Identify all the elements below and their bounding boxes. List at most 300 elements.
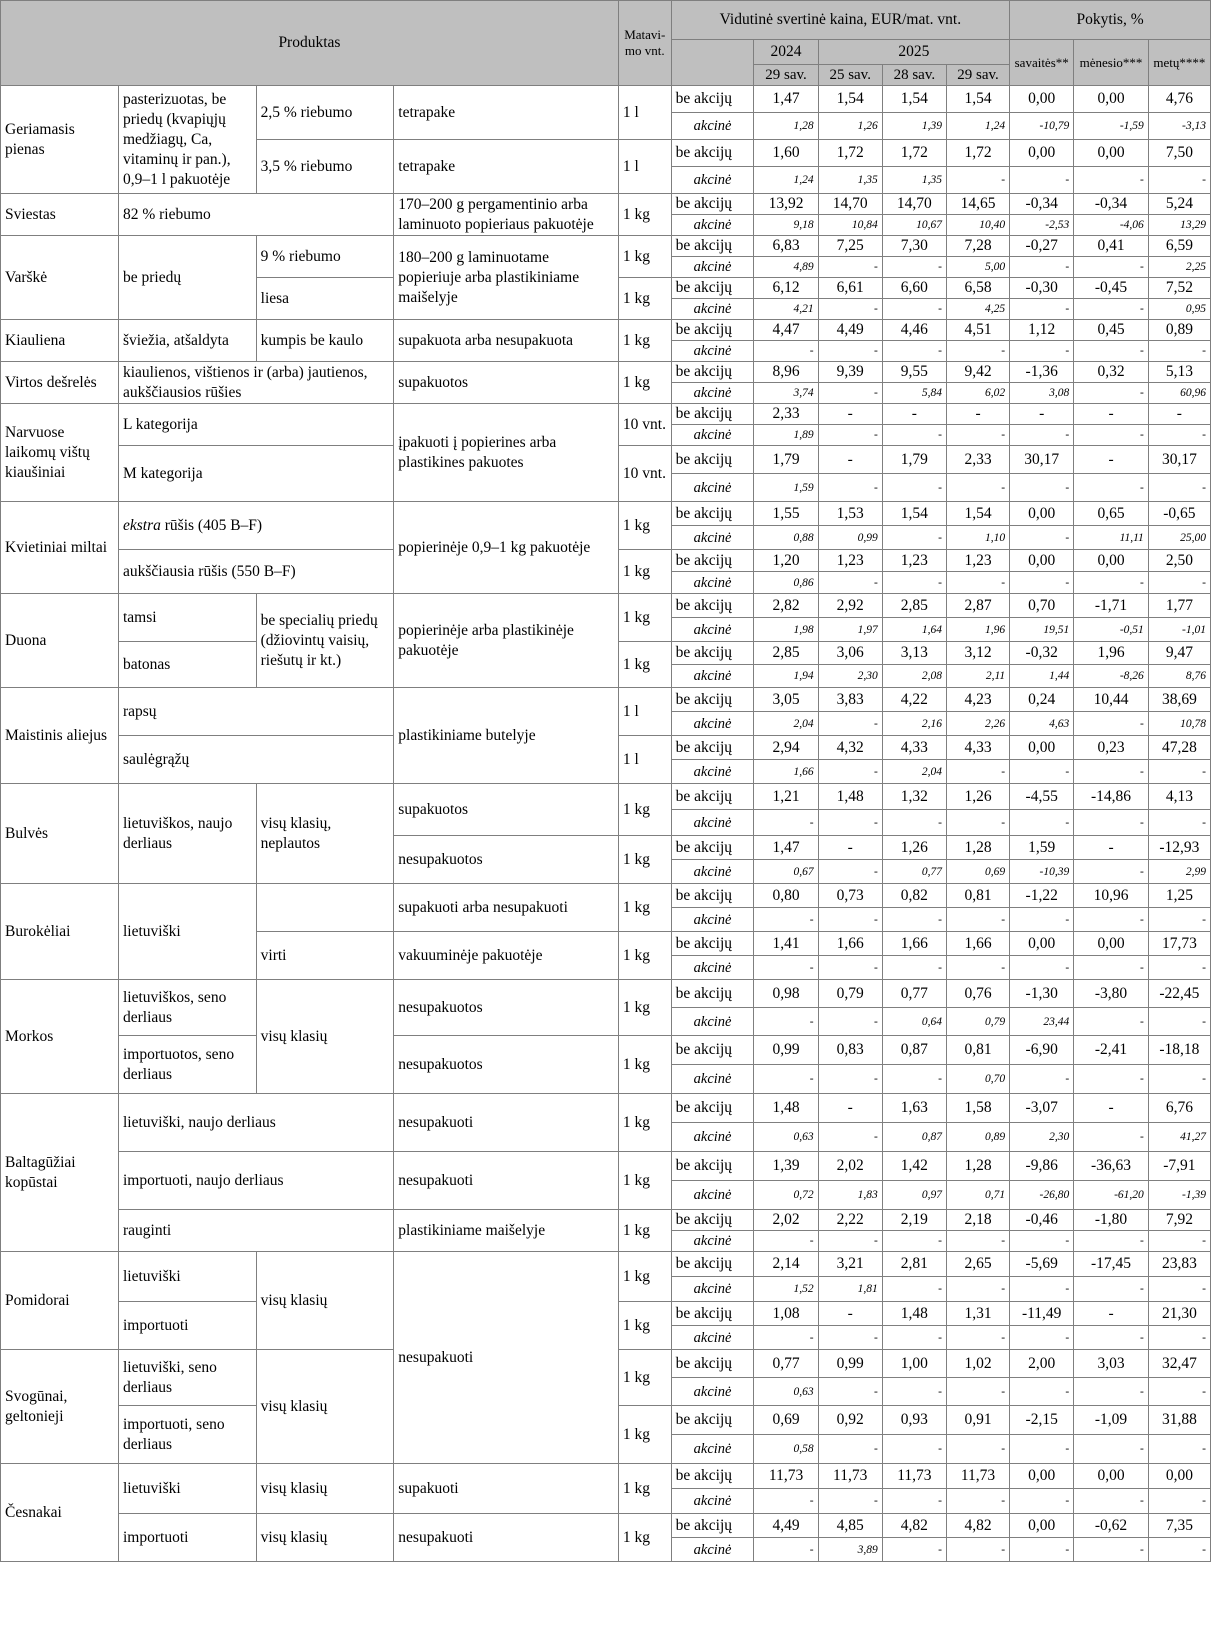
promo-price-cell: - — [754, 1538, 818, 1562]
price-cell: 3,03 — [1074, 1350, 1149, 1378]
price-cell: 1,72 — [882, 140, 946, 167]
price-cell: 3,83 — [818, 688, 882, 712]
price-cell: 31,88 — [1148, 1406, 1210, 1435]
product-c4: įpakuoti į popierines arba plastikines pakuotes — [394, 404, 619, 502]
promo-price-cell: - — [1074, 474, 1149, 502]
promo-price-cell: - — [882, 341, 946, 362]
product-c2: lietuviškos, naujo derliaus — [118, 784, 256, 884]
promo-price-cell: - — [818, 712, 882, 736]
promo-price-cell: - — [754, 908, 818, 932]
price-cell: 6,12 — [754, 278, 818, 299]
price-cell: 0,00 — [1074, 140, 1149, 167]
price-cell: 1,28 — [946, 1152, 1009, 1181]
price-cell: 1,21 — [754, 784, 818, 810]
price-cell: 5,24 — [1148, 194, 1210, 215]
promo-price-cell: - — [1074, 1231, 1149, 1252]
promo-price-cell: - — [818, 474, 882, 502]
label-promo: akcinė — [671, 1489, 754, 1514]
promo-price-cell: - — [882, 810, 946, 836]
price-cell: 0,91 — [946, 1406, 1009, 1435]
price-cell: -0,62 — [1074, 1514, 1149, 1538]
price-cell: -0,34 — [1010, 194, 1074, 215]
promo-price-cell: - — [946, 1435, 1009, 1464]
price-cell: 38,69 — [1148, 688, 1210, 712]
promo-price-cell: - — [818, 572, 882, 594]
price-cell: -1,30 — [1010, 980, 1074, 1008]
price-cell: 0,70 — [1010, 594, 1074, 618]
promo-price-cell: - — [946, 167, 1009, 194]
price-cell: 1,59 — [1010, 836, 1074, 860]
price-cell: - — [818, 1302, 882, 1326]
price-cell: -11,49 — [1010, 1302, 1074, 1326]
price-cell: 9,42 — [946, 362, 1009, 383]
table-row — [1, 980, 1211, 1008]
promo-price-cell: - — [882, 299, 946, 320]
product-c4: nesupakuoti — [394, 1152, 619, 1210]
header-product: Produktas — [1, 1, 619, 86]
price-cell: -2,15 — [1010, 1406, 1074, 1435]
product-c2: pasterizuotas, be priedų (kvapiųjų medžiagų, Ca, vitaminų ir pan.), 0,9–1 l pakuotėje — [118, 86, 256, 194]
price-cell: 0,00 — [1010, 932, 1074, 956]
product-c1: Narvuose laikomų vištų kiaušiniai — [1, 404, 119, 502]
price-cell: - — [946, 404, 1009, 425]
label-promo: akcinė — [671, 1065, 754, 1094]
label-promo: akcinė — [671, 341, 754, 362]
price-cell: 6,59 — [1148, 236, 1210, 257]
price-cell: 1,53 — [818, 502, 882, 526]
promo-price-cell: 1,96 — [946, 618, 1009, 642]
price-cell: - — [818, 404, 882, 425]
table-row — [1, 404, 1211, 425]
price-cell: 2,87 — [946, 594, 1009, 618]
promo-price-cell: - — [1148, 1277, 1210, 1302]
promo-price-cell: 1,98 — [754, 618, 818, 642]
unit-cell: 1 kg — [618, 884, 671, 932]
table-row — [1, 1464, 1211, 1489]
product-c4: 180–200 g laminuotame popieriuje arba plastikiniame maišelyje — [394, 236, 619, 320]
promo-price-cell: - — [1074, 1326, 1149, 1350]
promo-price-cell: 19,51 — [1010, 618, 1074, 642]
promo-price-cell: - — [1148, 760, 1210, 784]
price-cell: -12,93 — [1148, 836, 1210, 860]
label-promo: akcinė — [671, 1181, 754, 1210]
price-cell: -9,86 — [1010, 1152, 1074, 1181]
promo-price-cell: 0,79 — [946, 1008, 1009, 1036]
price-cell: 23,83 — [1148, 1252, 1210, 1277]
unit-cell: 1 kg — [618, 320, 671, 362]
promo-price-cell: 0,95 — [1148, 299, 1210, 320]
table-row — [1, 362, 1211, 383]
label-promo: akcinė — [671, 1231, 754, 1252]
product-c3: kumpis be kaulo — [256, 320, 394, 362]
product-c4: supakuota arba nesupakuota — [394, 320, 619, 362]
price-cell: 5,13 — [1148, 362, 1210, 383]
promo-price-cell: - — [1074, 860, 1149, 884]
price-cell: - — [818, 446, 882, 474]
promo-price-cell: 0,63 — [754, 1123, 818, 1152]
price-cell: - — [882, 404, 946, 425]
product-c3: 2,5 % riebumo — [256, 86, 394, 140]
product-c4: nesupakuotos — [394, 836, 619, 884]
promo-price-cell: 23,44 — [1010, 1008, 1074, 1036]
promo-price-cell: 2,99 — [1148, 860, 1210, 884]
promo-price-cell: 5,84 — [882, 383, 946, 404]
product-c4: popierinėje arba plastikinėje pakuotėje — [394, 594, 619, 688]
price-cell: 1,23 — [882, 550, 946, 572]
price-cell: 10,44 — [1074, 688, 1149, 712]
promo-price-cell: 0,88 — [754, 526, 818, 550]
label-no-promo: be akcijų — [671, 980, 754, 1008]
product-c3: visų klasių — [256, 1350, 394, 1464]
price-cell: 1,54 — [882, 86, 946, 113]
price-cell: -2,41 — [1074, 1036, 1149, 1065]
price-cell: 11,73 — [818, 1464, 882, 1489]
price-cell: 0,77 — [882, 980, 946, 1008]
promo-price-cell: 2,11 — [946, 665, 1009, 688]
price-cell: 4,23 — [946, 688, 1009, 712]
promo-price-cell: - — [1074, 956, 1149, 980]
promo-price-cell: 0,97 — [882, 1181, 946, 1210]
label-no-promo: be akcijų — [671, 550, 754, 572]
promo-price-cell: -2,53 — [1010, 215, 1074, 236]
unit-cell: 1 kg — [618, 362, 671, 404]
price-cell: 2,33 — [946, 446, 1009, 474]
label-no-promo: be akcijų — [671, 642, 754, 665]
promo-price-cell: - — [1010, 1538, 1074, 1562]
price-cell: 7,35 — [1148, 1514, 1210, 1538]
price-cell: -0,46 — [1010, 1210, 1074, 1231]
unit-cell: 1 kg — [618, 932, 671, 980]
label-promo: akcinė — [671, 425, 754, 446]
unit-cell: 1 kg — [618, 1152, 671, 1210]
price-cell: 1,54 — [946, 502, 1009, 526]
promo-price-cell: 1,44 — [1010, 665, 1074, 688]
price-cell: 1,54 — [818, 86, 882, 113]
price-cell: 0,77 — [754, 1350, 818, 1378]
promo-price-cell: -61,20 — [1074, 1181, 1149, 1210]
unit-cell: 1 kg — [618, 1036, 671, 1094]
price-cell: -1,36 — [1010, 362, 1074, 383]
promo-price-cell: 6,02 — [946, 383, 1009, 404]
promo-price-cell: - — [1010, 474, 1074, 502]
price-cell: 1,66 — [818, 932, 882, 956]
product-c4: plastikiniame maišelyje — [394, 1210, 619, 1252]
price-cell: 2,18 — [946, 1210, 1009, 1231]
promo-price-cell: - — [818, 1008, 882, 1036]
promo-price-cell: 1,24 — [754, 167, 818, 194]
promo-price-cell: - — [1074, 1277, 1149, 1302]
promo-price-cell: - — [1010, 1065, 1074, 1094]
price-cell: 14,70 — [882, 194, 946, 215]
price-cell: 8,96 — [754, 362, 818, 383]
promo-price-cell: - — [1010, 1435, 1074, 1464]
label-promo: akcinė — [671, 257, 754, 278]
price-cell: 3,21 — [818, 1252, 882, 1277]
price-cell: 4,33 — [946, 736, 1009, 760]
price-cell: - — [1074, 446, 1149, 474]
promo-price-cell: - — [1074, 572, 1149, 594]
promo-price-cell: 41,27 — [1148, 1123, 1210, 1152]
price-cell: 1,66 — [882, 932, 946, 956]
product-c1: Morkos — [1, 980, 119, 1094]
promo-price-cell: 1,64 — [882, 618, 946, 642]
header-blank — [671, 40, 754, 86]
promo-price-cell: - — [818, 1065, 882, 1094]
promo-price-cell: 10,67 — [882, 215, 946, 236]
promo-price-cell: -1,39 — [1148, 1181, 1210, 1210]
table-row — [1, 1252, 1211, 1277]
table-row — [1, 1210, 1211, 1231]
header-week: 25 sav. — [818, 65, 882, 86]
product-c1: Virtos dešrelės — [1, 362, 119, 404]
unit-cell: 10 vnt. — [618, 446, 671, 502]
promo-price-cell: 1,52 — [754, 1277, 818, 1302]
table-row — [1, 688, 1211, 712]
promo-price-cell: 0,67 — [754, 860, 818, 884]
promo-price-cell: - — [1010, 341, 1074, 362]
label-promo: akcinė — [671, 810, 754, 836]
label-no-promo: be akcijų — [671, 236, 754, 257]
promo-price-cell: - — [1148, 1326, 1210, 1350]
price-cell: 0,23 — [1074, 736, 1149, 760]
unit-cell: 1 kg — [618, 594, 671, 642]
product-text: rūšis (405 B–F) — [160, 516, 263, 534]
promo-price-cell: - — [1074, 760, 1149, 784]
price-cell: 2,85 — [882, 594, 946, 618]
price-cell: 0,00 — [1010, 1464, 1074, 1489]
price-cell: 1,12 — [1010, 320, 1074, 341]
promo-price-cell: - — [818, 383, 882, 404]
label-promo: akcinė — [671, 474, 754, 502]
price-cell: 1,54 — [882, 502, 946, 526]
promo-price-cell: - — [882, 1065, 946, 1094]
promo-price-cell: - — [946, 1326, 1009, 1350]
price-cell: 4,32 — [818, 736, 882, 760]
promo-price-cell: 1,66 — [754, 760, 818, 784]
promo-price-cell: 1,10 — [946, 526, 1009, 550]
unit-cell: 1 kg — [618, 236, 671, 278]
price-cell: 1,31 — [946, 1302, 1009, 1326]
price-cell: -3,07 — [1010, 1094, 1074, 1123]
promo-price-cell: 9,18 — [754, 215, 818, 236]
label-no-promo: be akcijų — [671, 1094, 754, 1123]
label-promo: akcinė — [671, 299, 754, 320]
unit-cell: 1 kg — [618, 1094, 671, 1152]
promo-price-cell: - — [1074, 425, 1149, 446]
product-c3: visų klasių — [256, 980, 394, 1094]
label-no-promo: be akcijų — [671, 404, 754, 425]
label-promo: akcinė — [671, 1123, 754, 1152]
unit-cell: 1 kg — [618, 1252, 671, 1302]
price-cell: - — [1074, 836, 1149, 860]
price-cell: 2,50 — [1148, 550, 1210, 572]
promo-price-cell: - — [818, 1489, 882, 1514]
promo-price-cell: - — [1010, 167, 1074, 194]
label-no-promo: be akcijų — [671, 1406, 754, 1435]
price-cell: 2,00 — [1010, 1350, 1074, 1378]
promo-price-cell: 2,04 — [882, 760, 946, 784]
price-cell: 0,00 — [1148, 1464, 1210, 1489]
promo-price-cell: - — [818, 1435, 882, 1464]
product-c2: aukščiausia rūšis (550 B–F) — [118, 550, 393, 594]
unit-cell: 1 l — [618, 736, 671, 784]
price-cell: 4,49 — [754, 1514, 818, 1538]
header-week: 29 sav. — [754, 65, 818, 86]
product-c1: Svogūnai, geltonieji — [1, 1350, 119, 1464]
label-no-promo: be akcijų — [671, 1152, 754, 1181]
promo-price-cell: 1,81 — [818, 1277, 882, 1302]
label-promo: akcinė — [671, 1326, 754, 1350]
promo-price-cell: -8,26 — [1074, 665, 1149, 688]
price-cell: 1,48 — [882, 1302, 946, 1326]
promo-price-cell: 0,77 — [882, 860, 946, 884]
promo-price-cell: - — [1010, 572, 1074, 594]
price-cell: 1,72 — [946, 140, 1009, 167]
price-cell: 1,32 — [882, 784, 946, 810]
unit-cell: 1 kg — [618, 1350, 671, 1406]
promo-price-cell: 3,74 — [754, 383, 818, 404]
label-no-promo: be akcijų — [671, 362, 754, 383]
promo-price-cell: - — [1148, 1489, 1210, 1514]
unit-cell: 1 kg — [618, 502, 671, 550]
promo-price-cell: - — [818, 341, 882, 362]
label-no-promo: be akcijų — [671, 278, 754, 299]
price-cell: 2,19 — [882, 1210, 946, 1231]
product-c2 — [118, 502, 393, 550]
promo-price-cell: - — [946, 1489, 1009, 1514]
promo-price-cell: - — [946, 1538, 1009, 1562]
price-cell: 1,72 — [818, 140, 882, 167]
label-promo: akcinė — [671, 1435, 754, 1464]
promo-price-cell: - — [1074, 167, 1149, 194]
price-cell: 1,41 — [754, 932, 818, 956]
promo-price-cell: - — [818, 956, 882, 980]
promo-price-cell: - — [1148, 908, 1210, 932]
product-c1: Duona — [1, 594, 119, 688]
price-cell: 0,00 — [1074, 550, 1149, 572]
promo-price-cell: 0,58 — [754, 1435, 818, 1464]
promo-price-cell: 0,72 — [754, 1181, 818, 1210]
promo-price-cell: - — [818, 1378, 882, 1406]
price-cell: 0,00 — [1074, 86, 1149, 113]
product-c4: nesupakuoti — [394, 1252, 619, 1464]
price-cell: 7,25 — [818, 236, 882, 257]
promo-price-cell: - — [946, 474, 1009, 502]
promo-price-cell: 4,89 — [754, 257, 818, 278]
promo-price-cell: 2,30 — [818, 665, 882, 688]
price-cell: 1,20 — [754, 550, 818, 572]
price-cell: 0,00 — [1010, 1514, 1074, 1538]
promo-price-cell: 2,16 — [882, 712, 946, 736]
promo-price-cell: 4,63 — [1010, 712, 1074, 736]
unit-cell: 1 kg — [618, 1210, 671, 1252]
price-cell: -0,27 — [1010, 236, 1074, 257]
table-row — [1, 502, 1211, 526]
label-promo: akcinė — [671, 1008, 754, 1036]
promo-price-cell: - — [882, 1378, 946, 1406]
promo-price-cell: - — [1074, 712, 1149, 736]
product-c3: be specialių priedų (džiovintų vaisių, riešutų ir kt.) — [256, 594, 394, 688]
price-cell: -0,34 — [1074, 194, 1149, 215]
promo-price-cell: - — [1010, 810, 1074, 836]
header-unit: Matavi- mo vnt. — [618, 1, 671, 86]
product-c4: vakuuminėje pakuotėje — [394, 932, 619, 980]
promo-price-cell: - — [1074, 1489, 1149, 1514]
label-no-promo: be akcijų — [671, 1302, 754, 1326]
promo-price-cell: 13,29 — [1148, 215, 1210, 236]
promo-price-cell: - — [946, 760, 1009, 784]
promo-price-cell: - — [754, 956, 818, 980]
promo-price-cell: 10,84 — [818, 215, 882, 236]
promo-price-cell: - — [1074, 341, 1149, 362]
promo-price-cell: - — [1010, 425, 1074, 446]
price-cell: -22,45 — [1148, 980, 1210, 1008]
price-cell: 1,47 — [754, 836, 818, 860]
promo-price-cell: - — [818, 810, 882, 836]
promo-price-cell: -0,51 — [1074, 618, 1149, 642]
promo-price-cell: 1,89 — [754, 425, 818, 446]
product-c4: nesupakuotos — [394, 1036, 619, 1094]
product-c4: popierinėje 0,9–1 kg pakuotėje — [394, 502, 619, 594]
price-cell: -0,32 — [1010, 642, 1074, 665]
label-promo: akcinė — [671, 860, 754, 884]
label-promo: akcinė — [671, 618, 754, 642]
promo-price-cell: 2,30 — [1010, 1123, 1074, 1152]
label-no-promo: be akcijų — [671, 736, 754, 760]
promo-price-cell: -4,06 — [1074, 215, 1149, 236]
promo-price-cell: - — [818, 908, 882, 932]
price-cell: -5,69 — [1010, 1252, 1074, 1277]
promo-price-cell: - — [1074, 383, 1149, 404]
price-cell: 1,26 — [946, 784, 1009, 810]
price-cell: -0,65 — [1148, 502, 1210, 526]
price-cell: 0,87 — [882, 1036, 946, 1065]
price-cell: 0,32 — [1074, 362, 1149, 383]
label-promo: akcinė — [671, 1277, 754, 1302]
promo-price-cell: - — [754, 1065, 818, 1094]
label-no-promo: be akcijų — [671, 1514, 754, 1538]
price-cell: 0,73 — [818, 884, 882, 908]
promo-price-cell: 0,63 — [754, 1378, 818, 1406]
price-cell: 2,22 — [818, 1210, 882, 1231]
price-cell: 2,85 — [754, 642, 818, 665]
promo-price-cell: 25,00 — [1148, 526, 1210, 550]
product-c2: lietuviški — [118, 1464, 256, 1514]
price-cell: 4,85 — [818, 1514, 882, 1538]
promo-price-cell: 1,83 — [818, 1181, 882, 1210]
product-c3: visų klasių — [256, 1252, 394, 1350]
product-c1: Bulvės — [1, 784, 119, 884]
price-cell: 0,89 — [1148, 320, 1210, 341]
promo-price-cell: 10,78 — [1148, 712, 1210, 736]
promo-price-cell: 1,24 — [946, 113, 1009, 140]
price-cell: 0,00 — [1074, 932, 1149, 956]
price-cell: 14,65 — [946, 194, 1009, 215]
promo-price-cell: 2,08 — [882, 665, 946, 688]
product-c1: Pomidorai — [1, 1252, 119, 1350]
product-emphasis: ekstra — [122, 516, 161, 534]
promo-price-cell: - — [754, 1489, 818, 1514]
label-no-promo: be akcijų — [671, 320, 754, 341]
promo-price-cell: - — [1010, 526, 1074, 550]
promo-price-cell: 60,96 — [1148, 383, 1210, 404]
promo-price-cell: - — [882, 257, 946, 278]
promo-price-cell: - — [754, 1326, 818, 1350]
product-c1: Burokėliai — [1, 884, 119, 980]
price-cell: 6,58 — [946, 278, 1009, 299]
price-cell: 1,02 — [946, 1350, 1009, 1378]
product-c2: lietuviškos, seno derliaus — [118, 980, 256, 1036]
